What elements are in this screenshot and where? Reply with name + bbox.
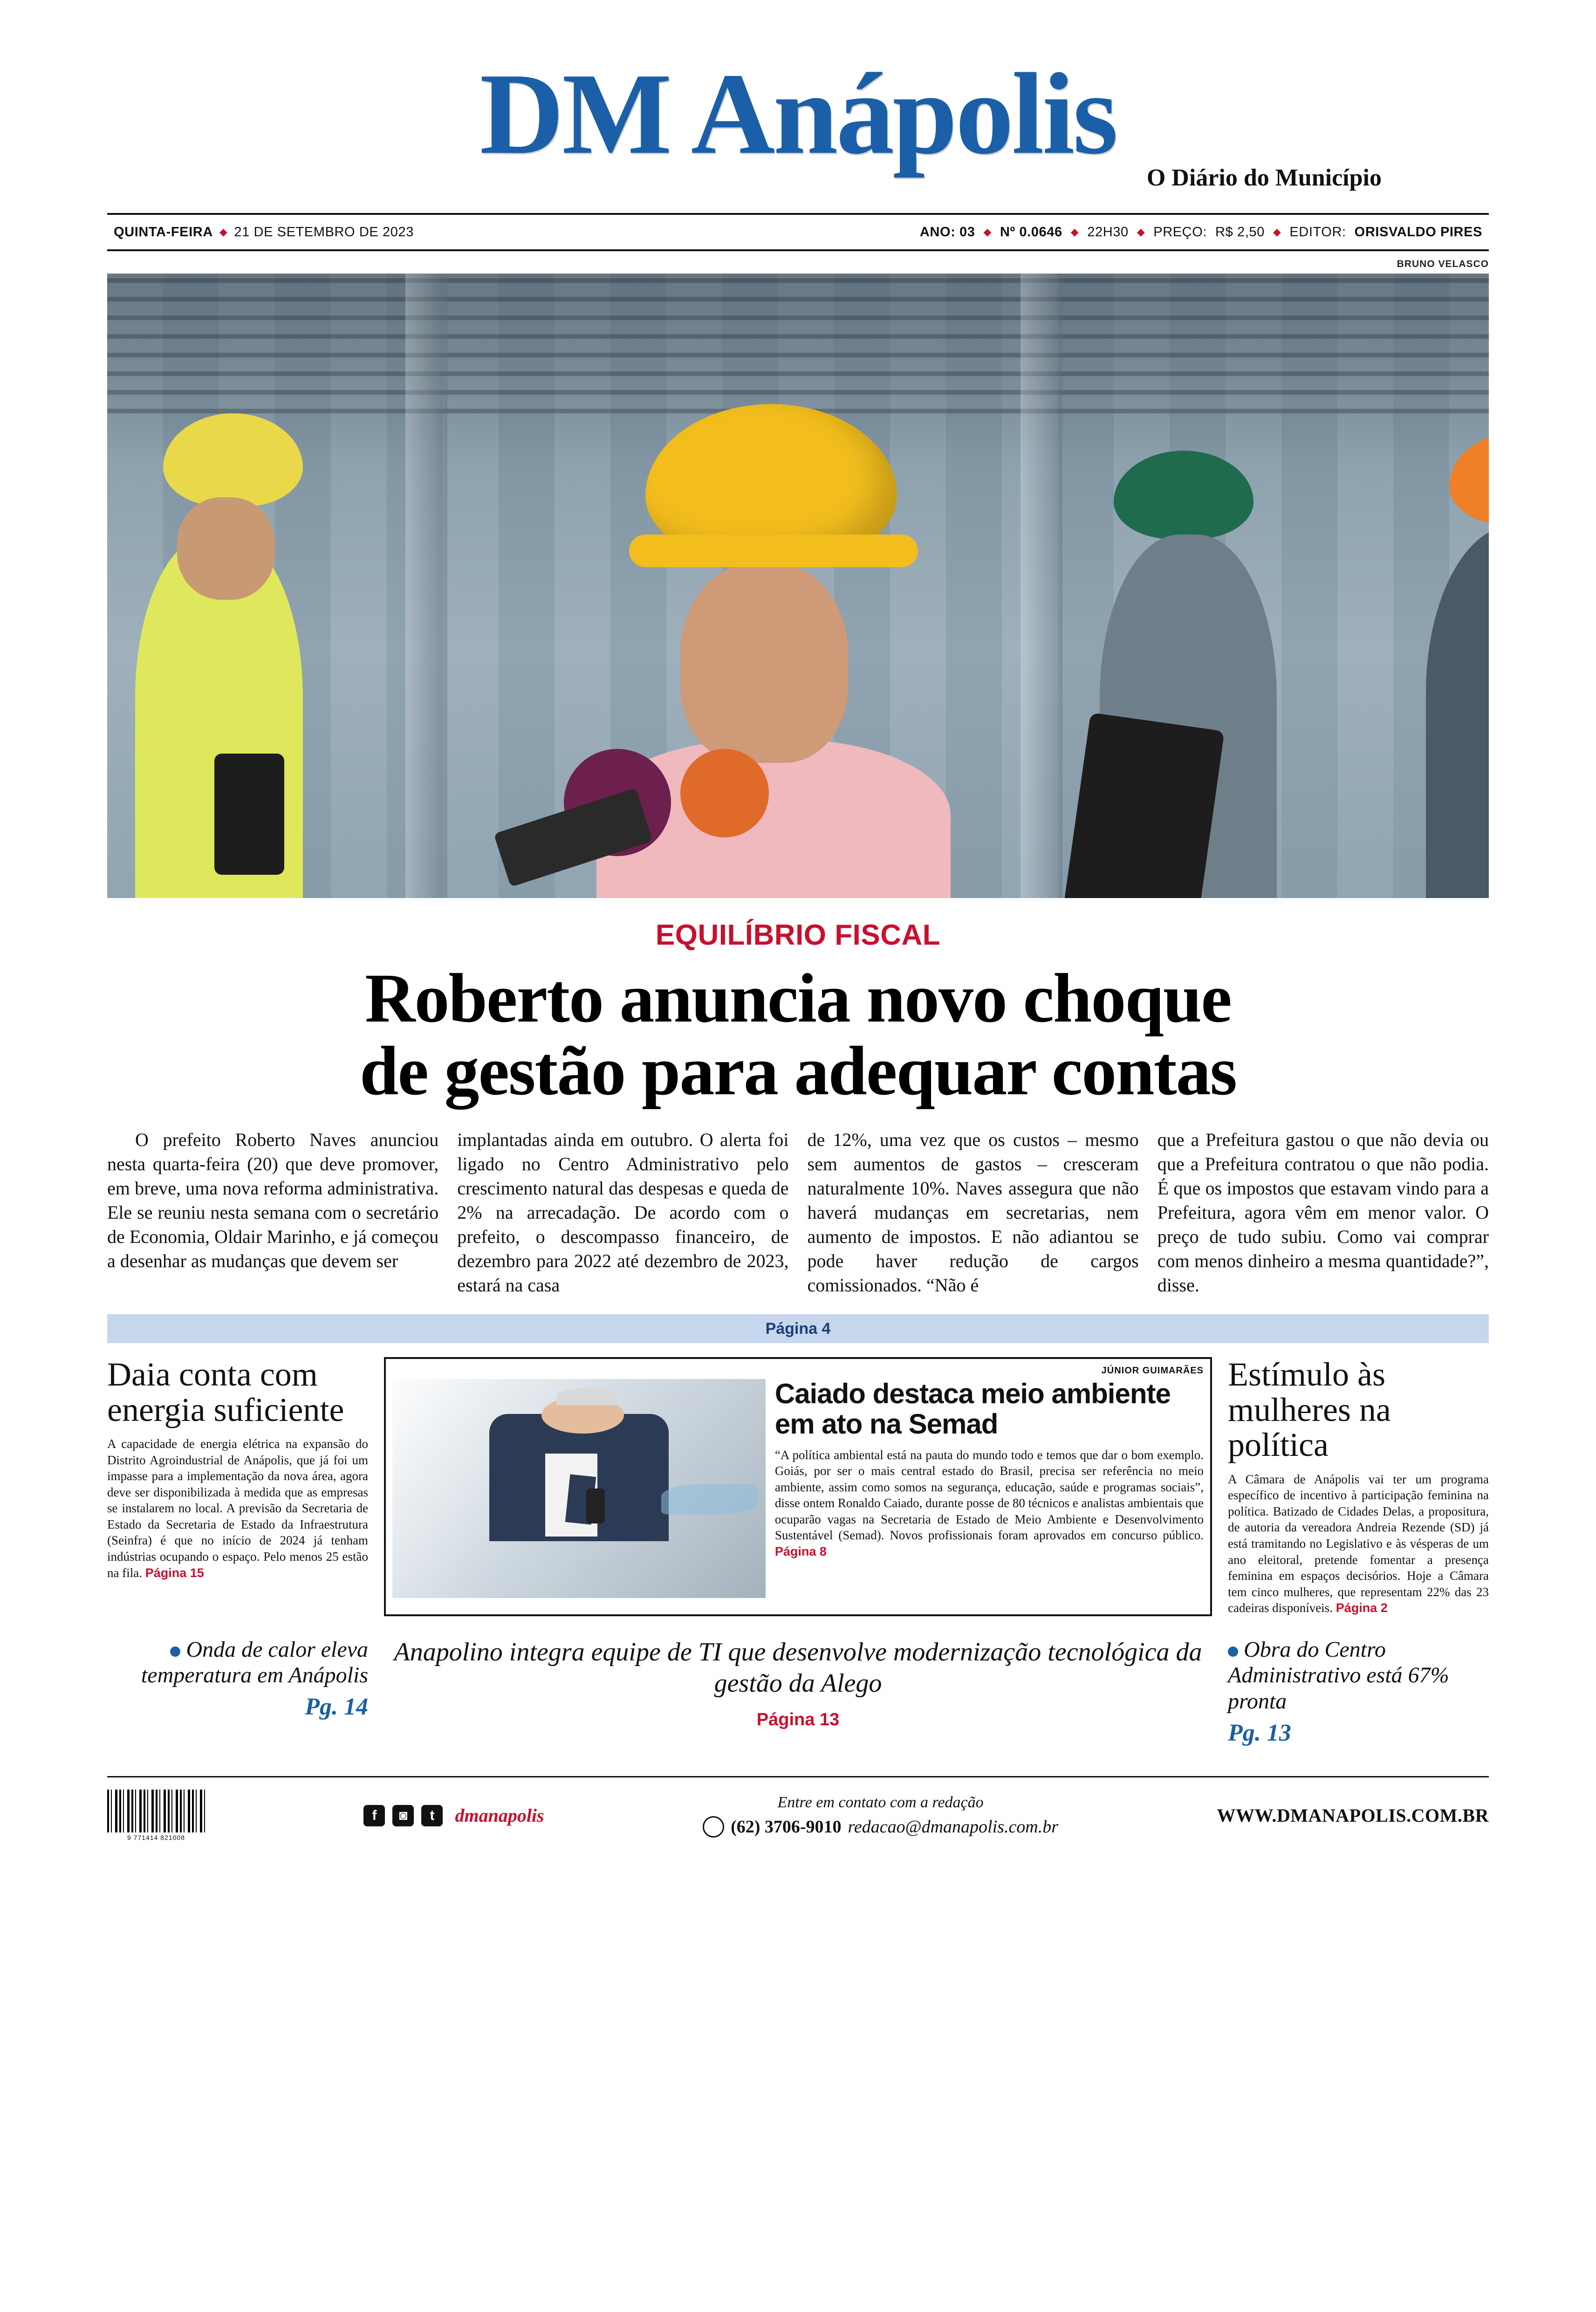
lead-page-reference[interactable]: Página 4 — [107, 1314, 1489, 1343]
lead-headline-line1: Roberto anuncia novo choque — [365, 960, 1231, 1037]
diamond-separator-icon: ◆ — [219, 226, 228, 238]
article-caiado-title: Caiado destaca meio ambiente em ato na Semad — [774, 1378, 1171, 1440]
editor-name: ORISVALDO PIRES — [1354, 224, 1482, 240]
mid-section — [107, 1357, 1489, 1616]
bullet-icon — [170, 1647, 180, 1657]
lead-article-columns — [107, 1128, 1489, 1297]
teaser-left[interactable] — [107, 1637, 368, 1722]
main-photo-credit: BRUNO VELASCO — [1397, 259, 1489, 269]
instagram-icon[interactable]: ◙ — [392, 1805, 414, 1826]
article-mulheres-title: Estímulo às mulheres na política — [1228, 1356, 1391, 1464]
center-photo — [392, 1379, 766, 1598]
footer — [107, 1776, 1489, 1841]
article-daia-title: Daia conta com energia suficiente — [107, 1356, 344, 1428]
social-links — [363, 1804, 544, 1826]
contact-email[interactable]: redacao@dmanapolis.com.br — [848, 1817, 1059, 1837]
main-photo — [107, 274, 1489, 898]
lead-column-2 — [457, 1128, 788, 1297]
article-caiado-body — [775, 1447, 1204, 1560]
diamond-separator-icon: ◆ — [1070, 226, 1079, 238]
teaser-center-page[interactable]: Página 13 — [756, 1710, 840, 1730]
teaser-right-page[interactable]: Pg. 13 — [1228, 1719, 1291, 1746]
lead-column-1 — [107, 1128, 438, 1297]
lead-headline-line2: de gestão para adequar contas — [360, 1032, 1236, 1110]
lead-column-2-text: implantadas ainda em outubro. O alerta foi ligado no Centro Administrativo pelo crescimento natural das despesas e queda de 2% na arrecadação. De acordo com o prefeito, o descompasso financeiro, de dezembro para 2022 até dezembro de 2023, estará na casa — [457, 1129, 789, 1296]
editor-label: EDITOR: — [1289, 224, 1346, 240]
contact-block — [703, 1794, 1058, 1838]
lead-column-4-text: que a Prefeitura gastou o que não devia ou que a Prefeitura contratou o que não podia. É que os impostos que estavam vindo para a Prefeitura, agora vêm em menor valor. O preço de tudo subiu. Como vai comprar com menos dinheiro a mesma quantidade?”, disse. — [1157, 1129, 1489, 1296]
article-daia-body — [107, 1436, 368, 1581]
barcode-icon — [107, 1790, 205, 1832]
article-daia-energia — [107, 1357, 368, 1616]
barcode-number: 9 771414 821008 — [127, 1834, 185, 1842]
lead-column-3 — [808, 1128, 1139, 1297]
masthead — [107, 0, 1489, 192]
contact-phone[interactable]: (62) 3706-9010 — [731, 1817, 842, 1837]
price-value: R$ 2,50 — [1215, 224, 1265, 240]
article-caiado-page-ref[interactable]: Página 8 — [774, 1544, 827, 1558]
bottom-teasers — [107, 1637, 1489, 1747]
issue-date: 21 DE SETEMBRO DE 2023 — [234, 224, 414, 240]
teaser-right-text: Obra do Centro Administrativo está 67% pronta — [1228, 1637, 1449, 1714]
masthead-title: DM Anápolis — [479, 49, 1117, 178]
issue-number: Nº 0.0646 — [1000, 224, 1062, 240]
lead-kicker: EQUILÍBRIO FISCAL — [655, 919, 941, 951]
issue-year: ANO: 03 — [919, 224, 975, 240]
lead-column-3-text: de 12%, uma vez que os custos – mesmo sem aumentos de gastos – cresceram naturalmente 10%. Naves assegura que não haverá mudanças em secretarias, nem aumento de impostos. E não adiantou se pode haver redução de cargos comissionados. “Não é — [807, 1129, 1139, 1296]
lead-column-4 — [1158, 1128, 1489, 1297]
lead-column-1-text: O prefeito Roberto Naves anunciou nesta quarta-feira (20) que deve promover, em breve, uma nova reforma administrativa. Ele se reuniu nesta semana com o secretário de Economia, Oldair Marinho, e já começou a desenhar as mudanças que devem ser — [107, 1129, 439, 1271]
article-caiado-semad — [384, 1357, 1212, 1616]
bullet-icon — [1228, 1647, 1238, 1657]
article-daia-page-ref[interactable]: Página 15 — [145, 1565, 204, 1580]
price-label: PREÇO: — [1153, 224, 1207, 240]
article-mulheres-body — [1228, 1471, 1489, 1616]
issue-info-bar — [107, 213, 1489, 251]
teaser-center-text: Anapolino integra equipe de TI que desenvolve modernização tecnológica da gestão da Alego — [394, 1637, 1202, 1698]
issue-time: 22H30 — [1087, 224, 1129, 240]
article-mulheres-politica — [1228, 1357, 1489, 1616]
weekday-label: QUINTA-FEIRA — [114, 224, 213, 240]
teaser-center[interactable] — [382, 1637, 1214, 1731]
barcode-block — [107, 1790, 205, 1841]
masthead-subtitle: O Diário do Município — [1146, 165, 1382, 191]
teaser-left-page[interactable]: Pg. 14 — [305, 1694, 368, 1721]
whatsapp-icon[interactable] — [703, 1816, 724, 1838]
article-mulheres-page-ref[interactable]: Página 2 — [1336, 1601, 1388, 1615]
contact-intro: Entre em contato com a redação — [777, 1793, 984, 1811]
teaser-right[interactable] — [1228, 1637, 1489, 1747]
twitter-icon[interactable]: t — [421, 1805, 443, 1826]
teaser-left-text: Onda de calor eleva temperatura em Anápolis — [141, 1637, 368, 1688]
diamond-separator-icon: ◆ — [1273, 226, 1281, 238]
facebook-icon[interactable]: f — [363, 1805, 385, 1826]
article-caiado-text: “A política ambiental está na pauta do mundo todo e temos que dar o bom exemplo. Goiás, por ser o mais central estado do Brasil, precisa ser referência no meio ambiente, assim como somos na segurança, educação, saúde e programas sociais”, disse ontem Ronaldo Caiado, durante posse de 80 técnicos e analistas ambientais que ocuparão vagas na Secretaria de Estado de Meio Ambiente e Desenvolvimento Sustentável (Semad). Novos profissionais foram aprovados em concurso público. — [774, 1448, 1204, 1543]
center-photo-credit: JÚNIOR GUIMARÃES — [1101, 1365, 1204, 1376]
social-handle[interactable]: dmanapolis — [455, 1805, 544, 1826]
diamond-separator-icon: ◆ — [983, 226, 992, 238]
article-daia-text: A capacidade de energia elétrica na expansão do Distrito Agroindustrial de Anápolis, que já foi um impasse para a implementação da nova área, agora deve ser disponibilizada à medida que as empresas se instalarem no local. A previsão da Secretaria de Estado da Secretaria de Estado da Infraestrutura (Seinfra) é que no início de 2024 já tenham indústrias ocupando o espaço. Pelo menos 25 estão na fila. — [107, 1437, 368, 1580]
article-mulheres-text: A Câmara de Anápolis vai ter um programa específico de incentivo à participação feminina na política. Batizado de Cidades Delas, a propositura, de autoria da vereadora Andreia Rezende (SD) já está tramitando no Legislativo e às vésperas de um ano eleitoral, pretende fomentar a presença feminina em espaços decisórios. Hoje a Câmara tem cinco mulheres, que representam 22% das 23 cadeiras disponíveis. — [1228, 1472, 1489, 1615]
website-url[interactable]: WWW.DMANAPOLIS.COM.BR — [1217, 1805, 1489, 1826]
diamond-separator-icon: ◆ — [1137, 226, 1145, 238]
lead-headline — [107, 960, 1489, 1110]
